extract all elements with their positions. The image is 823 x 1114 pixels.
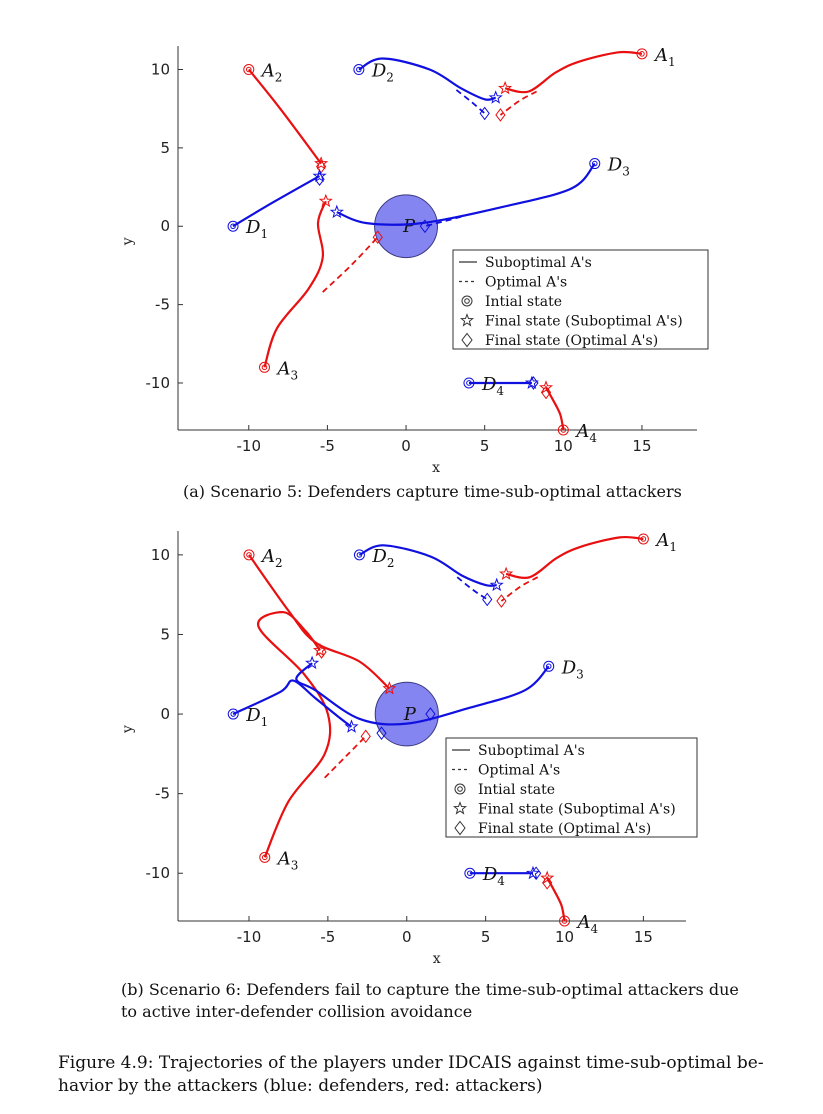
- player-d4: [464, 374, 538, 398]
- legend-entry: Suboptimal A's: [478, 743, 585, 759]
- legend-entry: Intial state: [478, 782, 555, 798]
- legend-entry: Final state (Suboptimal A's): [485, 313, 683, 330]
- player-a2: [244, 61, 327, 173]
- player-d1: [228, 170, 325, 241]
- final-suboptimal-marker: [490, 92, 501, 103]
- player-label: $D_2$: [372, 545, 395, 570]
- x-tick-label: -5: [319, 437, 335, 455]
- x-tick-label: 0: [401, 928, 412, 946]
- suboptimal-trajectory: [258, 612, 330, 857]
- y-tick-label: 0: [160, 217, 170, 236]
- player-label: $D_4$: [482, 864, 505, 889]
- initial-state-marker: [244, 550, 254, 560]
- x-tick-label: 10: [554, 928, 575, 946]
- figure-caption-line1: Figure 4.9: Trajectories of the players under IDCAIS against time-sub-optimal be-: [58, 1053, 764, 1073]
- suboptimal-trajectory: [249, 70, 321, 164]
- x-tick-label: -10: [236, 928, 262, 946]
- y-tick-label: 0: [160, 705, 170, 724]
- optimal-trajectory: [323, 237, 378, 292]
- player-label-sub: 2: [274, 555, 283, 570]
- y-axis-label: y: [120, 237, 136, 246]
- final-suboptimal-marker: [500, 568, 512, 579]
- player-label-sub: 3: [576, 667, 584, 682]
- player-a2: [244, 546, 395, 694]
- legend-entry: Suboptimal A's: [485, 255, 592, 271]
- player-label: $A_1$: [656, 529, 678, 554]
- player-label-sub: 4: [589, 431, 597, 445]
- optimal-trajectory: [500, 92, 536, 116]
- player-d4: [465, 864, 541, 888]
- chart-1: [120, 45, 708, 476]
- caption-b-line2: to active inter-defender collision avoidance: [121, 1002, 473, 1021]
- legend-entry: Final state (Optimal A's): [485, 333, 659, 349]
- x-axis-label: x: [432, 951, 441, 967]
- player-label-sub: 2: [386, 555, 395, 570]
- y-tick-label: -10: [145, 864, 170, 883]
- player-label: $D_3$: [607, 154, 630, 179]
- player-a1: [497, 530, 677, 607]
- player-label-sub: 3: [290, 858, 299, 873]
- player-label-sub: 1: [260, 227, 269, 242]
- final-suboptimal-marker: [320, 195, 331, 206]
- y-tick-label: 5: [160, 138, 170, 157]
- initial-state-marker: [354, 65, 364, 75]
- player-a4: [540, 382, 597, 445]
- player-a4: [542, 872, 599, 936]
- legend-entry: Final state (Optimal A's): [478, 821, 652, 837]
- figure-caption-line2: havior by the attackers (blue: defenders, red: attackers): [58, 1076, 543, 1096]
- final-optimal-marker: [480, 107, 489, 119]
- legend-entry: Optimal A's: [478, 762, 561, 779]
- suboptimal-trajectory: [337, 164, 595, 225]
- caption-a: (a) Scenario 5: Defenders capture time-sub-optimal attackers: [183, 482, 682, 501]
- initial-state-marker-inner: [546, 664, 551, 669]
- suboptimal-trajectory: [547, 878, 564, 921]
- player-label: $D_1$: [246, 217, 269, 242]
- protected-region-label: P: [402, 216, 416, 238]
- x-tick-label: -5: [320, 928, 336, 946]
- player-label: $A_3$: [277, 848, 299, 873]
- x-tick-label: 15: [632, 437, 652, 455]
- initial-state-marker: [260, 852, 270, 862]
- final-optimal-marker: [483, 593, 492, 605]
- legend-entry: Final state (Suboptimal A's): [478, 801, 676, 818]
- final-suboptimal-marker: [499, 82, 510, 93]
- optimal-trajectory: [501, 577, 537, 601]
- player-label: $A_3$: [277, 358, 299, 383]
- player-label-sub: 1: [667, 54, 676, 69]
- player-label: $A_2$: [261, 60, 283, 85]
- player-label-sub: 3: [622, 164, 630, 179]
- legend-entry: Intial state: [485, 294, 562, 310]
- optimal-trajectory: [325, 736, 366, 777]
- legend: [453, 250, 708, 349]
- player-label: $A_2$: [261, 545, 283, 570]
- player-label-sub: 3: [290, 368, 299, 383]
- player-label-sub: 2: [386, 70, 394, 85]
- y-tick-label: 10: [150, 545, 170, 564]
- x-tick-label: 15: [633, 928, 653, 946]
- x-tick-label: 5: [479, 437, 490, 455]
- legend: [446, 738, 697, 837]
- y-tick-label: -5: [155, 784, 170, 803]
- suboptimal-trajectory: [546, 388, 563, 430]
- player-d2: [354, 545, 502, 605]
- final-suboptimal-marker: [331, 206, 343, 217]
- y-tick-label: 5: [160, 625, 170, 644]
- player-label-sub: 4: [590, 922, 599, 936]
- x-tick-label: 10: [553, 437, 573, 455]
- legend-entry: Optimal A's: [485, 274, 568, 291]
- suboptimal-trajectory: [249, 555, 389, 689]
- suboptimal-trajectory: [506, 537, 643, 578]
- x-tick-label: -10: [236, 437, 262, 455]
- initial-state-marker: [544, 661, 554, 671]
- player-label-sub: 1: [260, 715, 269, 730]
- suboptimal-trajectory: [505, 52, 642, 92]
- suboptimal-trajectory: [265, 201, 326, 367]
- initial-state-marker: [590, 159, 600, 169]
- y-tick-label: -5: [155, 295, 170, 314]
- player-label: $D_2$: [371, 60, 394, 85]
- player-label-sub: 4: [497, 874, 505, 889]
- protected-region-label: P: [403, 704, 416, 726]
- player-a1: [496, 45, 676, 121]
- player-label: $D_3$: [561, 657, 584, 682]
- player-label: $D_4$: [481, 373, 505, 398]
- initial-state-marker: [244, 65, 254, 75]
- caption-b-line1: (b) Scenario 6: Defenders fail to capture the time-sub-optimal attackers due: [121, 980, 739, 999]
- chart-2: [120, 530, 697, 967]
- x-axis-label: x: [432, 460, 440, 476]
- player-label: $A_1$: [654, 44, 676, 69]
- player-a3: [258, 612, 370, 872]
- y-tick-label: 10: [150, 60, 170, 79]
- player-label-sub: 4: [496, 383, 505, 398]
- player-label: $A_4$: [577, 912, 599, 936]
- player-label: $A_4$: [576, 421, 597, 445]
- player-label-sub: 1: [669, 539, 678, 554]
- player-d2: [354, 59, 502, 120]
- player-label: $D_1$: [246, 705, 269, 730]
- x-tick-label: 0: [401, 437, 411, 455]
- player-label-sub: 2: [274, 70, 283, 85]
- player-d3: [296, 657, 584, 724]
- y-tick-label: -10: [145, 373, 170, 392]
- final-optimal-marker: [497, 595, 506, 607]
- x-tick-label: 5: [480, 928, 491, 946]
- y-axis-label: y: [120, 725, 136, 734]
- player-d1: [228, 680, 386, 739]
